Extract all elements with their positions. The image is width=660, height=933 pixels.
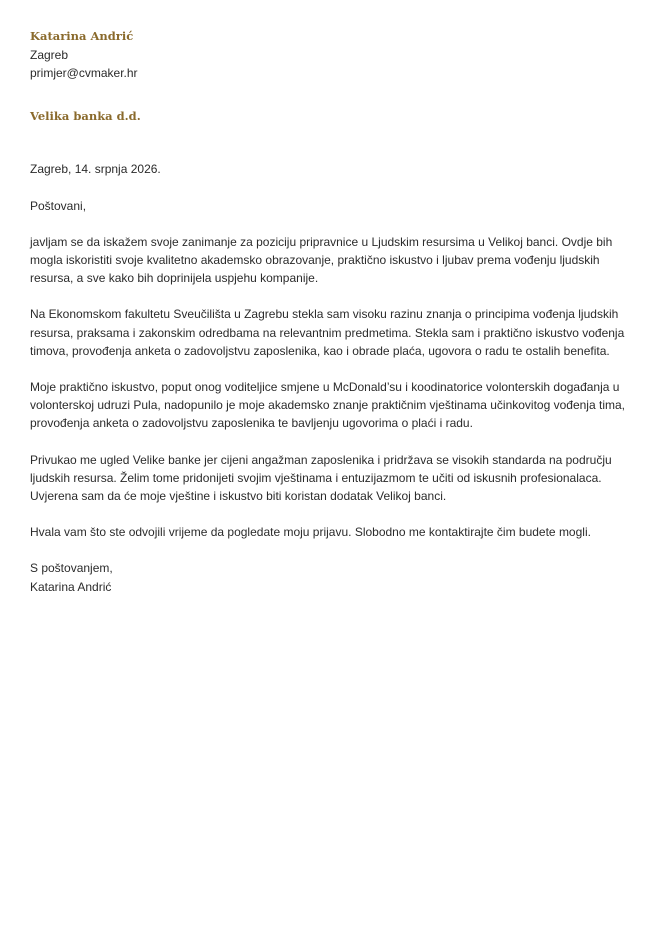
recipient-company: Velika banka d.d. (30, 109, 141, 124)
paragraph-2: Na Ekonomskom fakultetu Sveučilišta u Zagrebu stekla sam visoku razinu znanja o principima vođenja ljudskih resursa, praksama i zakonskim odredbama na relevantnim predmetima. Stekla sam i praktično iskustvo vođenja timova, provođenja anketa o zadovoljstvu zaposlenika, kao i obrade plaća, ugovora o radu te ostalih benefita. (30, 307, 625, 358)
letter-date: Zagreb, 14. srpnja 2026. (30, 162, 161, 177)
sender-email: primjer@cvmaker.hr (30, 66, 138, 81)
closing-phrase: S poštovanjem, (30, 561, 113, 576)
cover-letter (30, 26, 635, 596)
paragraph-1: javljam se da iskažem svoje zanimanje za poziciju pripravnice u Ljudskim resursima u Velikoj banci. Ovdje bih mogla iskoristiti svoje kvalitetno akademsko obrazovanje, praktično iskustvo i ljubav prema vođenju ljudskih resursa, a sve kako bih doprinijela uspjehu kompanije. (30, 234, 613, 286)
paragraph-5: Hvala vam što ste odvojili vrijeme da pogledate moju prijavu. Slobodno me kontaktirajte čim budete mogli. (30, 525, 591, 540)
paragraph-4: Privukao me ugled Velike banke jer cijeni angažman zaposlenika i pridržava se visokih standarda na području ljudskih resursa. Želim tome pridonijeti svojim vještinama i entuzijazmom te učiti od iskusnih profesionalaca. Uvjerena sam da će moje vještine i iskustvo biti koristan dodatak Velikoj banci. (30, 452, 612, 504)
sender-city: Zagreb (30, 48, 69, 62)
letter-greeting: Poštovani, (30, 198, 87, 213)
paragraph-3: Moje praktično iskustvo, poput onog voditeljice smjene u McDonald’su i koodinatorice volonterskih događanja u volonterskoj udruzi Pula, nadopunilo je moje akademsko znanje praktičnim vještinama učinkovitog vođenja tima, provođenja anketa o zadovoljstvu zaposlenika te bavljenju ugovorima o plaći i radu. (30, 380, 625, 431)
signature: Katarina Andrić (30, 579, 112, 594)
closing-block (30, 559, 635, 595)
sender-name: Katarina Andrić (30, 29, 134, 43)
sender-block (30, 26, 635, 82)
